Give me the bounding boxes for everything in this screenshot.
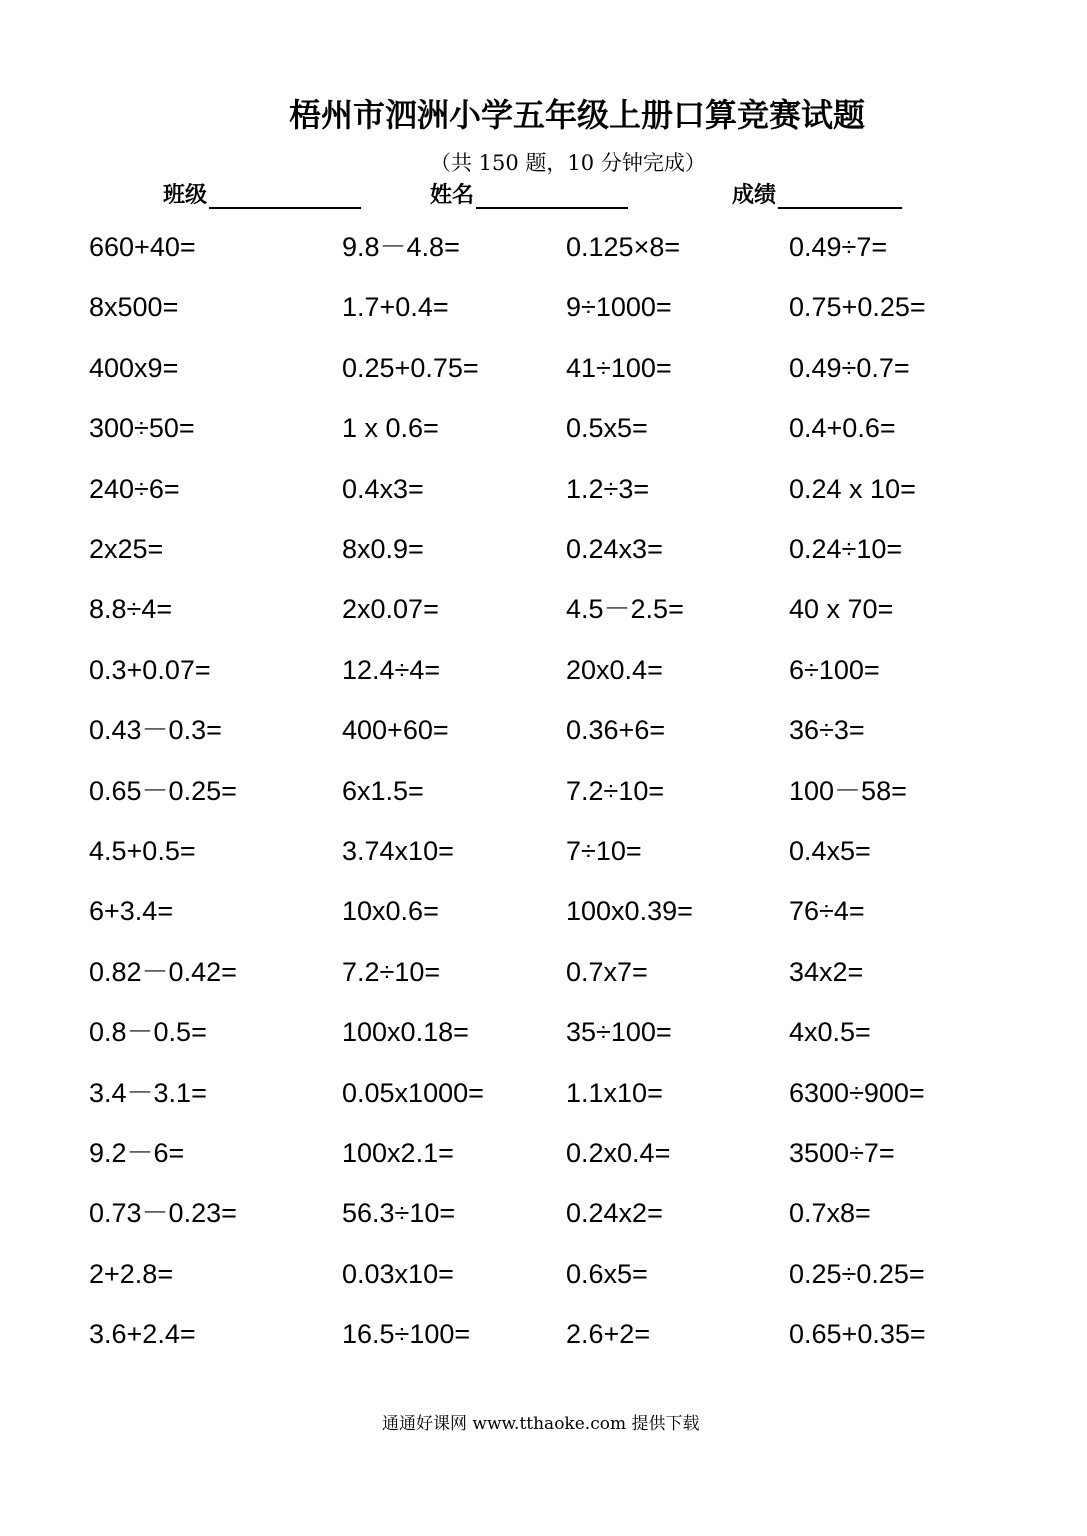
problem-item: 20x0.4= <box>566 655 663 685</box>
problem-item: 0.2x0.4= <box>566 1138 671 1168</box>
name-field <box>430 178 628 209</box>
problem-item: 4x0.5= <box>789 1017 871 1047</box>
problem-item: 0.05x1000= <box>342 1078 484 1108</box>
problem-item: 8x500= <box>89 292 179 322</box>
problem-item: 41÷100= <box>566 353 672 383</box>
problem-item: 0.49÷0.7= <box>789 353 910 383</box>
problem-item: 3.6+2.4= <box>89 1319 196 1349</box>
problem-item: 0.65－0.25= <box>89 776 237 806</box>
problem-item: 0.3+0.07= <box>89 655 211 685</box>
problem-item: 1.1x10= <box>566 1078 663 1108</box>
score-blank[interactable] <box>778 181 902 209</box>
problem-item: 0.125×8= <box>566 232 681 262</box>
name-blank[interactable] <box>476 181 628 209</box>
problem-item: 300÷50= <box>89 413 195 443</box>
problem-item: 3.74x10= <box>342 836 454 866</box>
problem-item: 100－58= <box>789 776 907 806</box>
problem-item: 7÷10= <box>566 836 642 866</box>
problem-item: 0.24x2= <box>566 1198 663 1228</box>
problem-item: 0.5x5= <box>566 413 648 443</box>
problem-item: 0.73－0.23= <box>89 1198 237 1228</box>
footer-credit: 通通好课网 www.tthaoke.com 提供下载 <box>382 1414 700 1434</box>
problem-item: 1.2÷3= <box>566 474 650 504</box>
name-label: 姓名 <box>430 183 475 208</box>
problem-item: 100x0.39= <box>566 896 693 926</box>
problem-item: 0.7x7= <box>566 957 648 987</box>
problem-item: 0.4x5= <box>789 836 871 866</box>
problem-item: 1.7+0.4= <box>342 292 449 322</box>
problem-item: 16.5÷100= <box>342 1319 471 1349</box>
problem-item: 6300÷900= <box>789 1078 925 1108</box>
problem-item: 0.75+0.25= <box>789 292 926 322</box>
problem-item: 2x25= <box>89 534 164 564</box>
problem-item: 100x2.1= <box>342 1138 454 1168</box>
problem-item: 8.8÷4= <box>89 594 173 624</box>
score-label: 成绩 <box>732 183 777 208</box>
problem-item: 0.4+0.6= <box>789 413 896 443</box>
problem-item: 9.2－6= <box>89 1138 185 1168</box>
problem-item: 6+3.4= <box>89 896 174 926</box>
problem-item: 1 x 0.6= <box>342 413 439 443</box>
problem-item: 100x0.18= <box>342 1017 469 1047</box>
score-field <box>732 178 902 209</box>
problem-item: 0.7x8= <box>789 1198 871 1228</box>
problem-item: 2x0.07= <box>342 594 439 624</box>
problem-item: 0.49÷7= <box>789 232 888 262</box>
problem-item: 34x2= <box>789 957 864 987</box>
problem-item: 0.36+6= <box>566 715 666 745</box>
class-label: 班级 <box>163 183 208 208</box>
problem-item: 0.24 x 10= <box>789 474 916 504</box>
problem-item: 6x1.5= <box>342 776 424 806</box>
problem-item: 0.25+0.75= <box>342 353 479 383</box>
problem-item: 0.03x10= <box>342 1259 454 1289</box>
problem-item: 0.25÷0.25= <box>789 1259 925 1289</box>
problem-item: 56.3÷10= <box>342 1198 456 1228</box>
page-subtitle: （共 150 题，10 分钟完成） <box>430 151 706 175</box>
problem-item: 2+2.8= <box>89 1259 174 1289</box>
problem-item: 660+40= <box>89 232 196 262</box>
problem-item: 0.6x5= <box>566 1259 648 1289</box>
problem-item: 7.2÷10= <box>342 957 441 987</box>
problem-item: 0.8－0.5= <box>89 1017 207 1047</box>
problem-item: 40 x 70= <box>789 594 894 624</box>
problem-item: 400+60= <box>342 715 449 745</box>
problem-item: 6÷100= <box>789 655 880 685</box>
problem-item: 3500÷7= <box>789 1138 895 1168</box>
problem-item: 10x0.6= <box>342 896 439 926</box>
problem-item: 0.24x3= <box>566 534 663 564</box>
problem-item: 4.5+0.5= <box>89 836 196 866</box>
problem-item: 36÷3= <box>789 715 865 745</box>
problem-item: 7.2÷10= <box>566 776 665 806</box>
page-title: 梧州市泗洲小学五年级上册口算竞赛试题 <box>289 96 866 134</box>
problem-item: 3.4－3.1= <box>89 1078 207 1108</box>
problem-item: 9÷1000= <box>566 292 672 322</box>
problem-item: 240÷6= <box>89 474 180 504</box>
problem-item: 0.24÷10= <box>789 534 903 564</box>
problem-item: 4.5－2.5= <box>566 594 684 624</box>
problem-item: 400x9= <box>89 353 179 383</box>
problem-item: 0.82－0.42= <box>89 957 237 987</box>
class-field <box>163 178 361 209</box>
problem-item: 2.6+2= <box>566 1319 651 1349</box>
problem-item: 12.4÷4= <box>342 655 441 685</box>
problem-item: 35÷100= <box>566 1017 672 1047</box>
problem-item: 8x0.9= <box>342 534 424 564</box>
class-blank[interactable] <box>209 181 361 209</box>
problem-item: 0.4x3= <box>342 474 424 504</box>
problem-item: 0.43－0.3= <box>89 715 222 745</box>
problem-item: 0.65+0.35= <box>789 1319 926 1349</box>
problem-item: 76÷4= <box>789 896 865 926</box>
problem-item: 9.8－4.8= <box>342 232 460 262</box>
